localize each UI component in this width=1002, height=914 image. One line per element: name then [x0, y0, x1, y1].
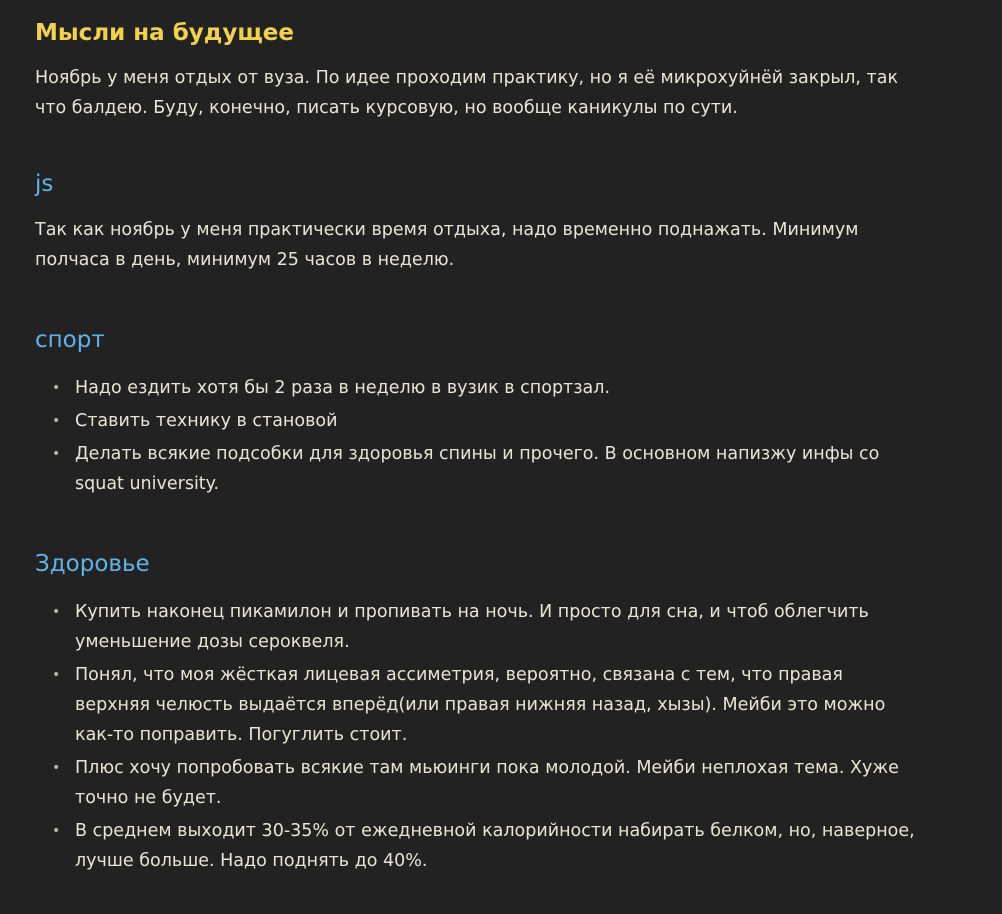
bullet-icon: •	[52, 446, 61, 462]
list-item	[52, 660, 915, 750]
section-heading-sport: спорт	[35, 327, 105, 353]
list-item	[52, 816, 915, 876]
bullet-icon: •	[52, 413, 61, 429]
bullet-icon: •	[52, 667, 61, 683]
list-item-text: Плюс хочу попробовать всякие там мьюинги пока молодой. Мейби неплохая тема. Хуже точно не будет.	[75, 758, 899, 808]
intro-paragraph: Ноябрь у меня отдых от вуза. По идее проходим практику, но я её микрохуйнёй закрыл, так что балдею. Буду, конечно, писать курсовую, но вообще каникулы по сути.	[35, 68, 899, 118]
bullet-icon: •	[52, 604, 61, 620]
list-item-text: Понял, что моя жёсткая лицевая ассиметрия, вероятно, связана с тем, что правая верхняя челюсть выдаётся вперёд(или правая нижняя назад, хызы). Мейби это можно как-то поправить. Погуглить стоит.	[75, 665, 886, 745]
list-item	[52, 439, 915, 499]
list-item-text: Купить наконец пикамилон и пропивать на ночь. И просто для сна, и чтоб облегчить уменьшение дозы сероквеля.	[75, 602, 869, 652]
list-item	[52, 753, 915, 813]
health-list	[35, 597, 982, 876]
page-title: Мысли на будущее	[35, 20, 294, 46]
bullet-icon: •	[52, 760, 61, 776]
sport-list	[35, 373, 982, 499]
list-item	[52, 597, 915, 657]
js-paragraph: Так как ноябрь у меня практически время отдыха, надо временно поднажать. Минимум полчаса в день, минимум 25 часов в неделю.	[35, 220, 859, 270]
list-item-text: Надо ездить хотя бы 2 раза в неделю в вузик в спортзал.	[75, 378, 611, 398]
list-item	[52, 406, 915, 436]
list-item-text: В среднем выходит 30-35% от ежедневной калорийности набирать белком, но, наверное, лучше больше. Надо поднять до 40%.	[75, 821, 915, 871]
bullet-icon: •	[52, 380, 61, 396]
list-item	[52, 373, 915, 403]
list-item-text: Делать всякие подсобки для здоровья спины и прочего. В основном напизжу инфы со squat university.	[75, 444, 880, 494]
bullet-icon: •	[52, 823, 61, 839]
list-item-text: Ставить технику в становой	[75, 411, 338, 431]
section-heading-js: js	[35, 171, 54, 197]
section-heading-health: Здоровье	[35, 551, 150, 577]
